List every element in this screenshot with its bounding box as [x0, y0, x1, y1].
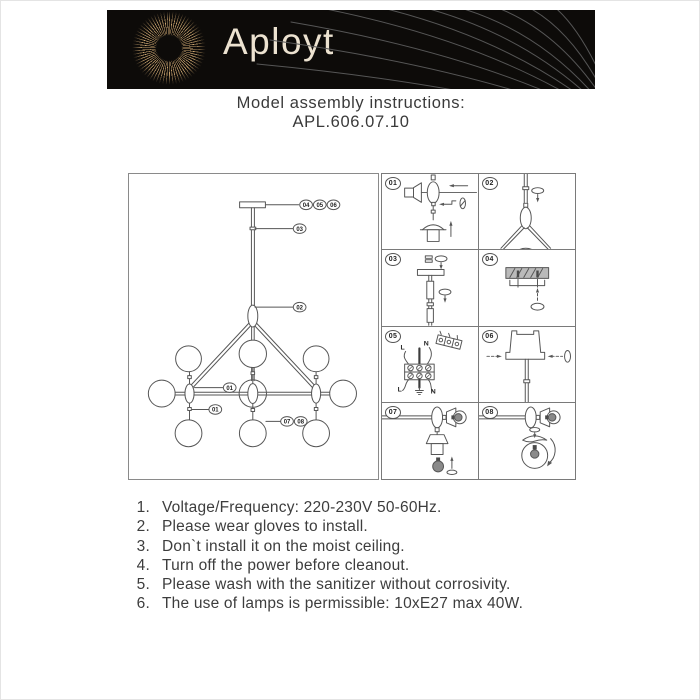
- wire-label-live-top: L: [400, 343, 405, 351]
- instruction-text: Don`t install it on the moist ceiling.: [162, 537, 405, 555]
- instruction-item: [128, 556, 598, 575]
- assembly-steps-grid: [381, 173, 576, 480]
- callout-badge: 01: [226, 385, 233, 392]
- instruction-number: 5.: [136, 576, 150, 594]
- step-badge: 05: [385, 330, 401, 343]
- instruction-item: [128, 537, 598, 556]
- instruction-number: 1.: [136, 499, 150, 516]
- callout-badge: 03: [296, 226, 303, 233]
- ground-symbol-icon: [415, 387, 423, 394]
- step-badge: 04: [482, 253, 498, 266]
- callout-badge: 05: [316, 202, 324, 209]
- step-panel-03: [382, 250, 479, 326]
- terminal-block-3d-icon: [436, 331, 463, 349]
- step-panel-01: [382, 174, 479, 250]
- callout-badge: 08: [297, 419, 305, 426]
- wire-label-neutral-top: N: [423, 340, 429, 348]
- instruction-text: Voltage/Frequency: 220-230V 50-60Hz.: [162, 499, 442, 516]
- step-badge: 06: [482, 330, 498, 343]
- instruction-item: [128, 517, 598, 536]
- ceiling-canopy: [240, 202, 266, 208]
- instruction-text: Turn off the power before cleanout.: [162, 556, 410, 574]
- instruction-number: 2.: [136, 518, 150, 536]
- chandelier-diagram: [128, 173, 379, 480]
- step-badge: 08: [482, 406, 498, 419]
- wire-label-live-bottom: L: [397, 386, 402, 393]
- instruction-item: [128, 498, 598, 517]
- instruction-number: 6.: [136, 595, 150, 613]
- callout-badge: 02: [296, 305, 303, 312]
- callout-badge: 01: [212, 407, 219, 414]
- step-panel-02: [479, 174, 576, 250]
- instruction-item: [128, 575, 598, 594]
- instruction-text: Please wear gloves to install.: [162, 518, 368, 536]
- step-panel-08: [479, 403, 576, 479]
- instruction-text: Please wash with the sanitizer without corrosivity.: [162, 576, 511, 594]
- hanging-rod: [250, 208, 256, 314]
- step-panel-04: [479, 250, 576, 326]
- step-panel-05: [382, 327, 479, 403]
- instruction-number: 4.: [136, 556, 150, 574]
- brand-name: Aployt: [223, 21, 335, 62]
- instruction-item: [128, 594, 598, 613]
- instruction-list: [128, 498, 598, 614]
- instruction-number: 3.: [136, 537, 150, 555]
- instruction-text: The use of lamps is permissible: 10xE27 max 40W.: [162, 595, 524, 613]
- step-panel-07: [382, 403, 479, 479]
- brand-banner: [107, 10, 595, 89]
- callout-badge: 04: [302, 202, 310, 209]
- step-badge: 03: [385, 253, 401, 266]
- step-badge: 07: [385, 406, 401, 419]
- page-title: Model assembly instructions:: [236, 94, 466, 112]
- model-number: APL.606.07.10: [292, 113, 410, 131]
- step-badge: 01: [385, 177, 401, 190]
- wire-label-neutral-bottom: N: [430, 387, 436, 395]
- rays-decoration-icon: [107, 10, 595, 89]
- callout-badge: 06: [330, 202, 337, 209]
- step-panel-06: [479, 327, 576, 403]
- callout-badge: 07: [283, 419, 291, 426]
- step-badge: 02: [482, 177, 498, 190]
